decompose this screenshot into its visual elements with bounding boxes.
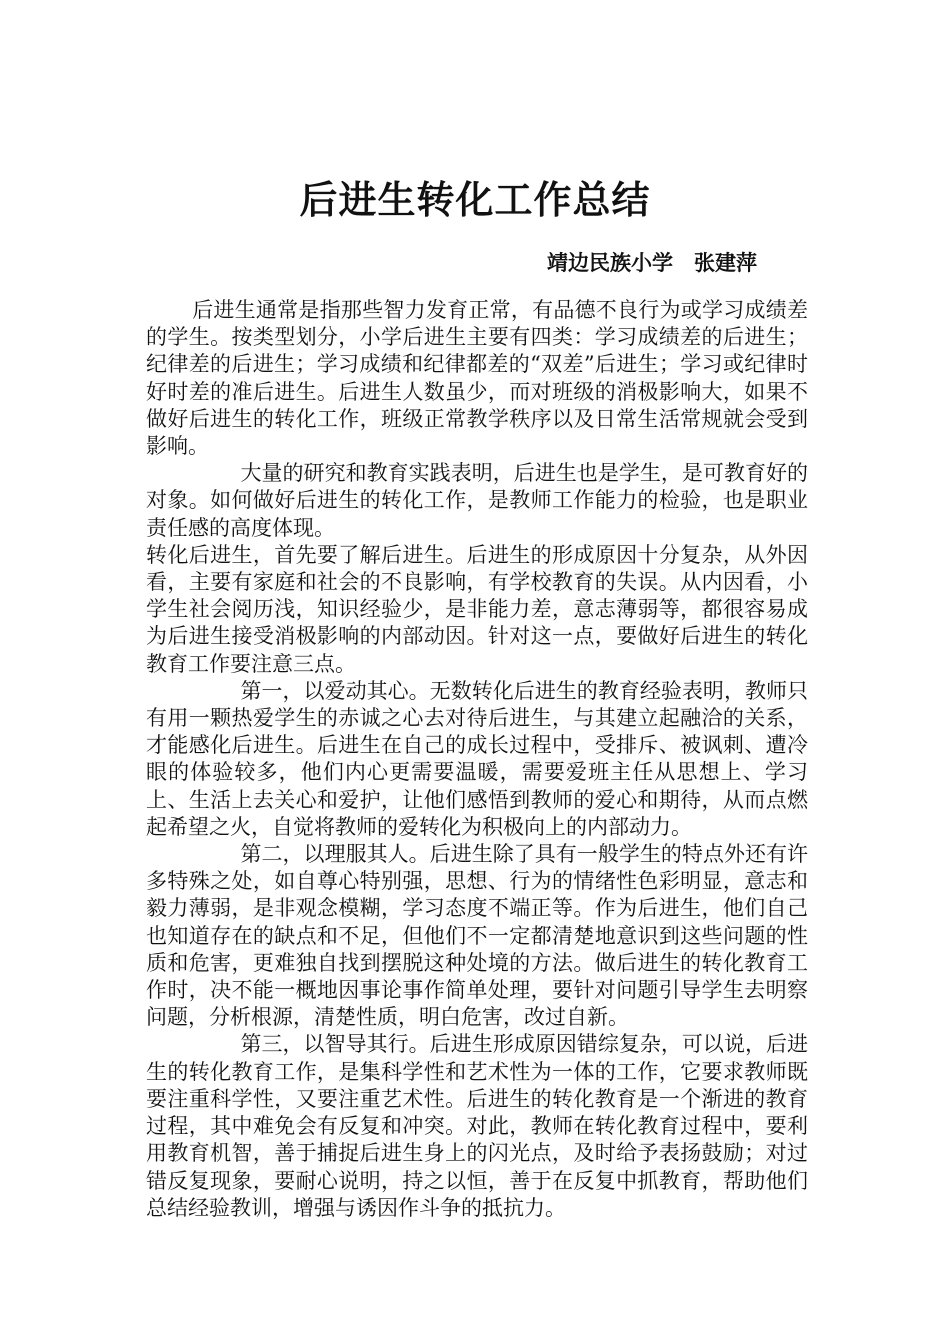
paragraph-point-three: 第三，以智导其行。后进生形成原因错综复杂，可以说，后进生的转化教育工作，是集科学性和艺术性为一体的工作，它要求教师既要注重科学性，又要注重艺术性。后进生的转化教育是一个渐进的教育过程，其中难免会有反复和冲突。对此，教师在转化教育过程中，要利用教育机智，善于捕捉后进生身上的闪光点，及时给予表扬鼓励；对过错反复现象，要耐心说明，持之以恒，善于在反复中抓教育，帮助他们总结经验教训，增强与诱因作斗争的抵抗力。: [146, 1032, 808, 1220]
paragraph-research: 大量的研究和教育实践表明，后进生也是学生，是可教育好的对象。如何做好后进生的转化工作，是教师工作能力的检验，也是职业责任感的高度体现。: [146, 461, 808, 540]
paragraph-causes: 转化后进生，首先要了解后进生。后进生的形成原因十分复杂，从外因看，主要有家庭和社会的不良影响，有学校教育的失误。从内因看，小学生社会阅历浅，知识经验少，是非能力差，意志薄弱等，都很容易成为后进生接受消极影响的内部动因。针对这一点，要做好后进生的转化教育工作要注意三点。: [146, 542, 808, 676]
paragraph-point-two: 第二，以理服其人。后进生除了具有一般学生的特点外还有许多特殊之处，如自尊心特别强，思想、行为的情绪性色彩明显，意志和毅力薄弱，是非观念模糊，学习态度不端正等。作为后进生，他们自己也知道存在的缺点和不足，但他们不一定都清楚地意识到这些问题的性质和危害，更难独自找到摆脱这种处境的方法。做后进生的转化教育工作时，决不能一概地因事论事作简单处理，要针对问题引导学生去明察问题，分析根源，清楚性质，明白危害，改过自新。: [146, 842, 808, 1030]
document-title: 后进生转化工作总结: [299, 178, 651, 222]
paragraph-point-one: 第一，以爱动其心。无数转化后进生的教育经验表明，教师只有用一颗热爱学生的赤诚之心去对待后进生，与其建立起融洽的关系，才能感化后进生。后进生在自己的成长过程中，受排斥、被讽刺、遭冷眼的体验较多，他们内心更需要温暖，需要爱班主任从思想上、学习上、生活上去关心和爱护，让他们感悟到教师的爱心和期待，从而点燃起希望之火，自觉将教师的爱转化为积极向上的内部动力。: [146, 678, 808, 839]
document-body: [146, 297, 808, 1222]
paragraph-intro: 后进生通常是指那些智力发育正常，有品德不良行为或学习成绩差的学生。按类型划分，小学后进生主要有四类：学习成绩差的后进生；纪律差的后进生；学习成绩和纪律都差的“双差”后进生；学习或纪律时好时差的准后进生。后进生人数虽少，而对班级的消极影响大，如果不做好后进生的转化工作，班级正常教学秩序以及日常生活常规就会受到影响。: [146, 298, 808, 459]
author-line: 靖边民族小学 张建萍: [547, 251, 757, 275]
